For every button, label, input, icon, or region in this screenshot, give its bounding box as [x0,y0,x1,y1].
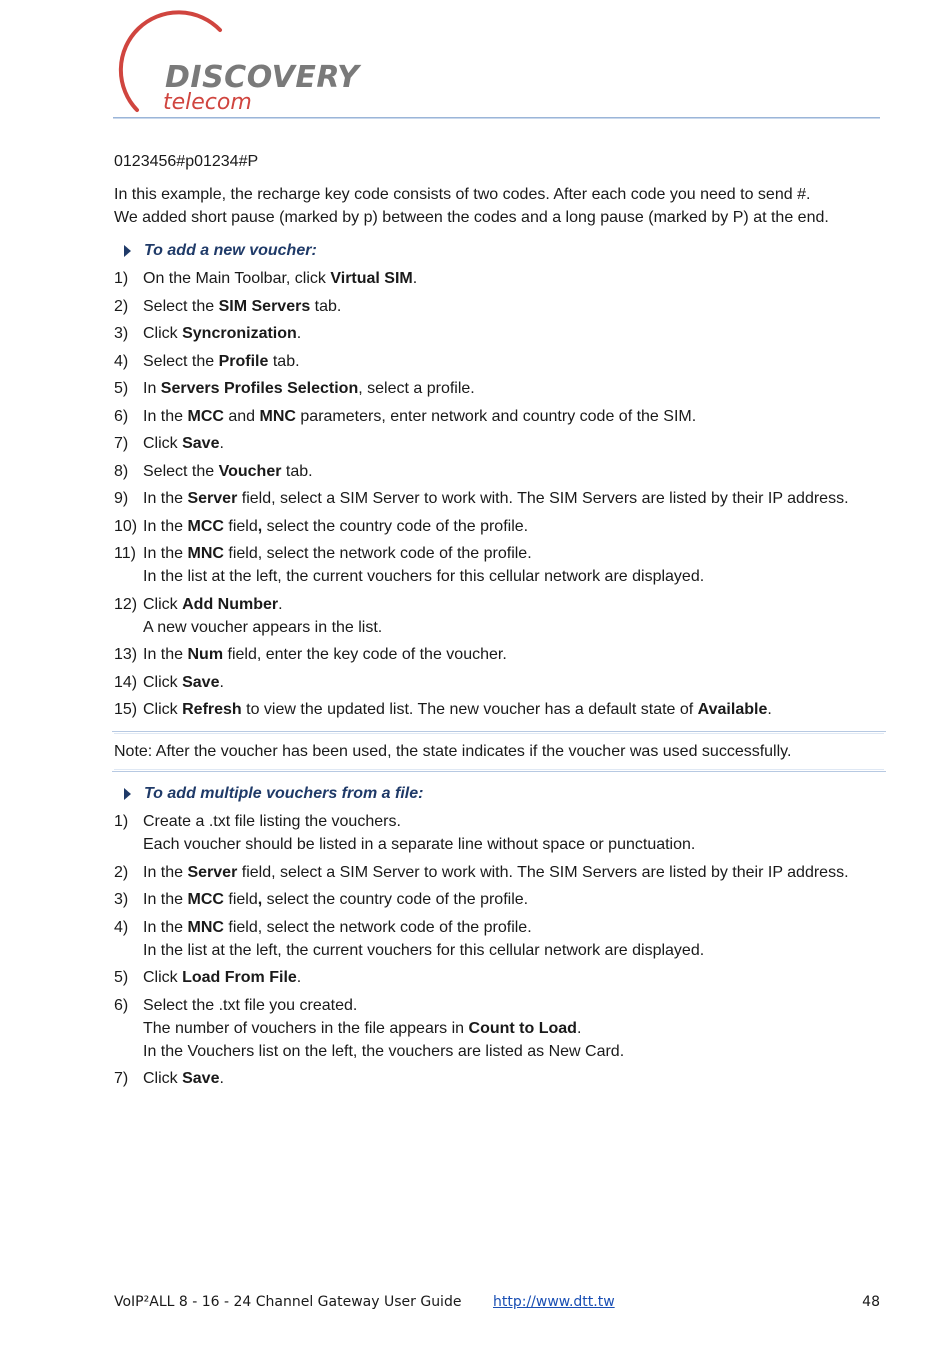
text-run: . [576,1019,582,1037]
step-text [143,864,849,881]
step-item [114,643,884,666]
ui-term: Count to Load [468,1019,577,1037]
text-run: In [143,380,161,397]
logo-subtitle: telecom [163,90,252,115]
step-number: 9) [114,490,129,507]
step-item [114,698,884,721]
step-item [114,888,884,911]
step-text [143,408,696,425]
text-run: . [219,673,224,691]
step-text [143,353,300,370]
text-run: Click [143,595,183,613]
step-text [143,997,357,1014]
text-run: field, enter the key code of the voucher. [223,646,507,663]
step-text [143,545,532,562]
step-text [143,298,341,315]
step-text [143,813,401,830]
ui-term: Servers Profiles Selection [160,380,359,397]
text-run: parameters, enter network and country code of the SIM. [295,407,697,425]
step-detail: A new voucher appears in the list. [143,618,383,636]
step-number: 2) [114,863,129,881]
intro-line-1: In this example, the recharge key code consists of two codes. After each code you need to send #. [114,186,811,203]
step-text [143,596,283,613]
step-item [114,542,884,588]
ui-term: MNC [187,545,224,562]
text-run: Click [143,1070,183,1087]
text-run: field [223,517,258,535]
ui-term: Save [182,673,220,691]
step-text [143,325,301,342]
caret-right-icon [124,788,131,800]
text-run: select the country code of the profile. [262,891,529,908]
step-text [143,646,507,663]
section-title-text: To add multiple vouchers from a file: [144,785,424,802]
step-number: 15) [114,701,138,718]
section-title-add-from-file [114,782,884,805]
note-text: Note: After the voucher has been used, the state indicates if the voucher was used successfully. [114,733,884,770]
section-title-add-voucher [114,239,884,262]
text-run: to view the updated list. The new voucher has a default state of [241,701,698,718]
ui-term: Available [697,701,768,718]
step-item [114,460,884,483]
text-run: Click [143,701,183,718]
step-item [114,994,884,1063]
ui-term: SIM Servers [218,297,311,315]
step-number: 3) [114,325,129,342]
step-item [114,432,884,455]
intro-paragraph [114,183,884,229]
step-item [114,1067,884,1090]
ui-term: , [257,517,263,535]
step-number: 1) [114,813,129,830]
text-run: field, select a SIM Server to work with. The SIM Servers are listed by their IP address. [237,490,849,507]
step-number: 12) [114,595,138,613]
logo-wordmark: DISCOVERY [165,60,360,95]
step-number: 4) [114,352,129,370]
footer-website-link[interactable]: http://www.dtt.tw [493,1294,615,1310]
step-text [143,919,532,936]
ui-term: MCC [187,891,224,908]
step-item [114,405,884,428]
ui-term: Num [187,646,224,663]
recharge-code-example: 0123456#p01234#P [114,153,259,170]
text-run: , select a profile. [358,380,475,397]
text-run: tab. [268,352,300,370]
text-run: field, select a SIM Server to work with. The SIM Servers are listed by their IP address. [237,863,849,881]
text-run: In the [143,646,188,663]
step-item [114,593,884,639]
step-item [114,515,884,538]
text-run: . [219,435,224,452]
text-run: In the [143,545,188,562]
intro-line-2: We added short pause (marked by p) between the codes and a long pause (marked by P) at the end. [114,209,829,226]
text-run: field [223,891,258,908]
company-logo [115,10,365,120]
ui-term: Refresh [182,701,242,718]
text-run: In the [143,490,188,507]
ui-term: Server [187,490,238,507]
text-run: Select the [143,297,219,315]
step-item [114,916,884,962]
text-run: Click [143,673,183,691]
text-run: Select the [143,462,219,480]
step-text [143,674,224,691]
add-from-file-steps [114,810,884,1090]
text-run: . [219,1070,224,1087]
step-text [143,518,528,535]
text-run: Click [143,325,183,342]
step-detail: Each voucher should be listed in a separate line without space or punctuation. [143,836,696,853]
text-run: Click [143,435,183,452]
text-run: The number of vouchers in the file appears in [143,1019,469,1037]
step-number: 5) [114,380,129,397]
ui-term: MNC [259,407,296,425]
text-run: select the country code of the profile. [262,517,529,535]
ui-term: Profile [218,352,269,370]
ui-term: Load From File [182,969,297,986]
text-run: and [223,407,260,425]
text-run: On the Main Toolbar, click [143,270,331,287]
ui-term: MNC [187,918,224,936]
text-run: In the [143,891,188,908]
text-run: In the [143,407,188,425]
step-number: 6) [114,407,129,425]
text-run: In the [143,918,188,936]
step-number: 13) [114,646,138,663]
ui-term: Virtual SIM [330,270,413,287]
step-number: 6) [114,996,129,1014]
step-text [143,380,475,397]
step-number: 8) [114,462,129,480]
text-run: In the [143,517,188,535]
text-run: field, select the network code of the profile. [223,545,532,562]
text-run: Select the [143,352,219,370]
step-text [143,463,313,480]
add-voucher-steps [114,267,884,721]
page-number: 48 [862,1294,880,1310]
header-divider [113,117,880,119]
step-detail: In the list at the left, the current vouchers for this cellular network are displayed. [143,568,705,585]
step-number: 5) [114,969,129,986]
step-item [114,810,884,856]
step-item [114,966,884,989]
text-run: field, select the network code of the profile. [223,918,532,936]
step-number: 10) [114,517,138,535]
text-run: tab. [281,462,313,480]
document-body [114,150,884,1095]
step-text [143,969,301,986]
step-number: 14) [114,673,138,691]
text-run: tab. [310,297,342,315]
text-run: . [767,701,772,718]
text-run: . [296,325,302,342]
note-box [112,731,886,772]
ui-term: , [257,891,263,908]
text-run: In the [143,863,188,881]
step-number: 7) [114,1070,129,1087]
step-item [114,377,884,400]
step-text [143,1070,224,1087]
step-item [114,322,884,345]
step-item [114,861,884,884]
step-number: 1) [114,270,129,287]
step-item [114,267,884,290]
ui-term: Syncronization [182,325,297,342]
footer-guide-title: VoIP²ALL 8 - 16 - 24 Channel Gateway User Guide [114,1294,462,1310]
step-number: 4) [114,918,129,936]
section-title-text: To add a new voucher: [144,242,317,259]
ui-term: Add Number [182,595,279,613]
step-number: 7) [114,435,129,452]
ui-term: Voucher [218,462,282,480]
ui-term: Server [187,863,238,881]
text-run: Select the .txt file you created. [143,996,358,1014]
step-text [143,891,528,908]
step-detail: In the list at the left, the current vouchers for this cellular network are displayed. [143,941,705,959]
text-run: . [278,595,283,613]
text-run: Create a .txt file listing the vouchers. [143,813,401,830]
step-item [114,295,884,318]
step-number: 3) [114,891,129,908]
ui-term: MCC [187,407,224,425]
step-text [143,435,224,452]
text-run: . [296,969,302,986]
step-item [114,350,884,373]
step-number: 11) [114,545,136,562]
caret-right-icon [124,245,131,257]
step-text [143,701,772,718]
ui-term: Save [182,1070,220,1087]
text-run: . [412,270,418,287]
step-number: 2) [114,297,129,315]
ui-term: Save [182,435,220,452]
step-item [114,671,884,694]
step-detail: In the Vouchers list on the left, the vouchers are listed as New Card. [143,1042,625,1060]
step-text [143,490,849,507]
text-run: Click [143,969,183,986]
step-text [143,270,417,287]
ui-term: MCC [187,517,224,535]
step-item [114,487,884,510]
